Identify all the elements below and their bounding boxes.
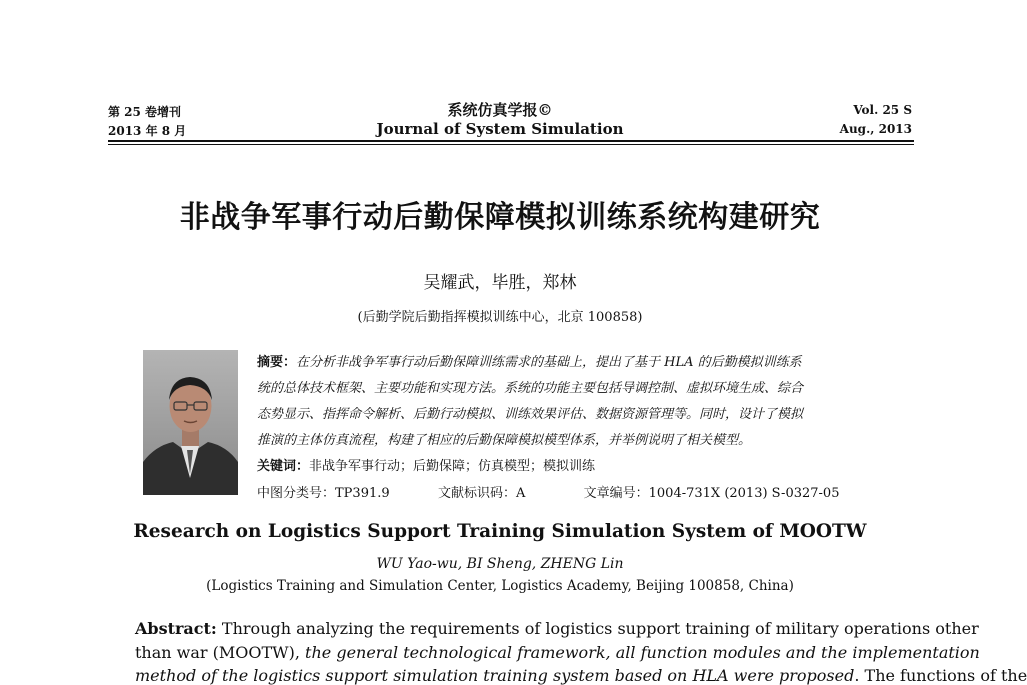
abstract-en-text-2a: than war (MOOTW), [135, 643, 306, 662]
affiliation-en: (Logistics Training and Simulation Center, Logistics Academy, Beijing 100858, China) [206, 578, 794, 594]
doc-code-value: A [515, 486, 526, 501]
abstract-en-line-1 [135, 619, 979, 638]
header-date-cn: 2013 年 8 月 [108, 124, 187, 138]
paper-title-en: Research on Logistics Support Training Simulation System of MOOTW [133, 521, 867, 542]
header-rule-top [108, 140, 914, 142]
abstract-cn-line-3: 态势显示、指挥命令解析、后勤行动模拟、训练效果评估、数据资源管理等。同时，设计了模拟 [257, 407, 804, 422]
abstract-en-text-2b: the general technological framework, all function modules and the implementation [305, 643, 980, 662]
header-volume-en: Vol. 25 S [853, 103, 912, 117]
abstract-en-line-3 [135, 666, 1027, 685]
keywords-cn [257, 455, 595, 474]
clc-value: TP391.9 [335, 486, 390, 501]
classification-line [257, 482, 839, 501]
abstract-en-text-1: Through analyzing the requirements of logistics support training of military operations other [216, 619, 979, 638]
clc-label: 中图分类号： [257, 486, 336, 501]
abstract-en-label: Abstract: [135, 619, 217, 638]
article-no-value: 1004-731X (2013) S-0327-05 [648, 486, 840, 501]
abstract-cn-line-1 [257, 351, 802, 370]
abstract-en-text-3b: . The functions of the [854, 666, 1027, 685]
affiliation-cn: (后勤学院后勤指挥模拟训练中心，北京 100858) [357, 310, 643, 325]
header-volume-cn: 第 25 卷增刊 [108, 105, 182, 119]
paper-title-cn: 非战争军事行动后勤保障模拟训练系统构建研究 [179, 200, 821, 235]
header-date-en: Aug., 2013 [839, 122, 912, 136]
header-rule-bottom [108, 144, 914, 145]
header-journal-en: Journal of System Simulation [376, 120, 624, 138]
keywords-cn-label: 关键词： [257, 459, 310, 474]
article-no-label: 文章编号： [583, 486, 649, 501]
header-journal-cn: 系统仿真学报© [447, 101, 553, 119]
authors-en: WU Yao-wu, BI Sheng, ZHENG Lin [376, 556, 624, 572]
abstract-cn-line-2: 统的总体技术框架、主要功能和实现方法。系统的功能主要包括导调控制、虚拟环境生成、综合 [257, 381, 804, 396]
abstract-en-line-2 [135, 643, 980, 662]
author-photo [143, 350, 238, 495]
abstract-en-text-3a: method of the logistics support simulation training system based on HLA were proposed [135, 666, 855, 685]
abstract-cn-text-1: 在分析非战争军事行动后勤保障训练需求的基础上，提出了基于 HLA 的后勤模拟训练系 [296, 355, 802, 370]
doc-code-label: 文献标识码： [437, 486, 516, 501]
abstract-cn-label: 摘要： [257, 355, 297, 370]
abstract-cn-line-4: 推演的主体仿真流程，构建了相应的后勤保障模拟模型体系，并举例说明了相关模型。 [257, 433, 752, 448]
keywords-cn-text: 非战争军事行动；后勤保障；仿真模型；模拟训练 [309, 459, 596, 474]
authors-cn: 吴耀武，毕胜，郑林 [423, 273, 577, 293]
